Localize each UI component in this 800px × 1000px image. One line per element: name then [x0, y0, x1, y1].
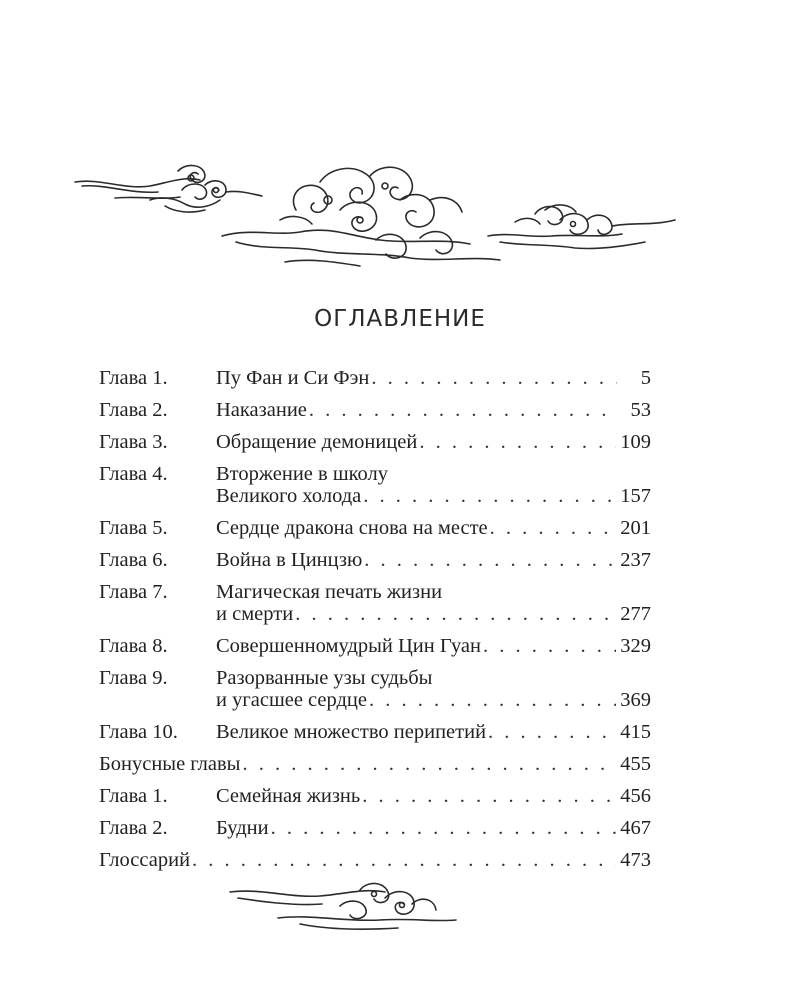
toc-entry[interactable]	[99, 581, 651, 625]
toc-entry[interactable]	[99, 753, 651, 775]
toc-entry[interactable]	[99, 667, 651, 711]
toc-entry[interactable]	[99, 463, 651, 507]
page-title: ОГЛАВЛЕНИЕ	[314, 306, 486, 332]
page-number: 277	[620, 603, 651, 625]
toc-entry[interactable]	[99, 367, 651, 389]
chapter-title: Совершенномудрый Цин Гуан	[216, 635, 481, 657]
dot-leader	[363, 485, 616, 507]
right-cloud-icon	[488, 205, 675, 249]
page-number: 467	[620, 817, 651, 839]
chapter-title: Война в Цинцзю	[216, 549, 363, 571]
page-number: 157	[620, 485, 651, 507]
chapter-title: Обращение демоницей	[216, 431, 418, 453]
toc-entry[interactable]	[99, 635, 651, 657]
page-number: 5	[640, 367, 651, 389]
page-number: 369	[620, 689, 651, 711]
dot-leader	[364, 549, 616, 571]
dot-leader	[419, 431, 616, 453]
page-number: 329	[620, 635, 651, 657]
chapter-title: Семейная жизнь	[216, 785, 361, 807]
page-number: 201	[620, 517, 651, 539]
chapter-title: Будни	[216, 817, 269, 839]
chapter-label: Глава 9.	[99, 667, 168, 689]
chapter-title: Сердце дракона снова на месте	[216, 517, 488, 539]
chapter-title: Глоссарий	[99, 849, 191, 871]
chapter-title: Наказание	[216, 399, 307, 421]
toc-entry[interactable]	[99, 431, 651, 453]
toc-entry[interactable]	[99, 785, 651, 807]
page-number: 456	[620, 785, 651, 807]
dot-leader	[271, 817, 617, 839]
page-number: 473	[620, 849, 651, 871]
page-number: 53	[630, 399, 651, 421]
dot-leader	[242, 753, 616, 775]
toc-entry[interactable]	[99, 721, 651, 743]
chapter-title: Вторжение в школу	[216, 463, 388, 485]
chapter-label: Глава 5.	[99, 517, 168, 539]
toc-entry[interactable]	[99, 517, 651, 539]
chapter-title: Пу Фан и Си Фэн	[216, 367, 370, 389]
page-number: 237	[620, 549, 651, 571]
chapter-label: Глава 8.	[99, 635, 168, 657]
left-cloud-icon	[75, 165, 262, 212]
chapter-label: Глава 6.	[99, 549, 168, 571]
chapter-label: Глава 10.	[99, 721, 178, 743]
toc-entry[interactable]	[99, 849, 651, 871]
chapter-title: Магическая печать жизни	[216, 581, 443, 603]
page-number: 109	[620, 431, 651, 453]
toc-entry[interactable]	[99, 549, 651, 571]
chapter-label: Глава 1.	[99, 785, 168, 807]
dot-leader	[295, 603, 616, 625]
dot-leader	[309, 399, 617, 421]
page-number: 415	[620, 721, 651, 743]
dot-leader	[483, 635, 616, 657]
chapter-title: Разорванные узы судьбы	[216, 667, 433, 689]
dot-leader	[488, 721, 616, 743]
toc-entry[interactable]	[99, 817, 651, 839]
dot-leader	[369, 689, 616, 711]
chapter-label: Глава 4.	[99, 463, 168, 485]
dot-leader	[362, 785, 616, 807]
chapter-label: Глава 2.	[99, 399, 168, 421]
chapter-title-continued: и смерти	[216, 603, 294, 625]
dot-leader	[490, 517, 617, 539]
page-number: 455	[620, 753, 651, 775]
cloud-ornament-top-icon	[0, 0, 800, 300]
chapter-label: Глава 1.	[99, 367, 168, 389]
chapter-title-continued: Великого холода	[216, 485, 362, 507]
toc-entry[interactable]	[99, 399, 651, 421]
dot-leader	[371, 367, 617, 389]
chapter-title-continued: и угасшее сердце	[216, 689, 367, 711]
chapter-title: Бонусные главы	[99, 753, 241, 775]
center-cloud-icon	[222, 167, 500, 266]
chapter-title: Великое множество перипетий	[216, 721, 487, 743]
chapter-label: Глава 7.	[99, 581, 168, 603]
chapter-label: Глава 3.	[99, 431, 168, 453]
dot-leader	[192, 849, 616, 871]
chapter-label: Глава 2.	[99, 817, 168, 839]
